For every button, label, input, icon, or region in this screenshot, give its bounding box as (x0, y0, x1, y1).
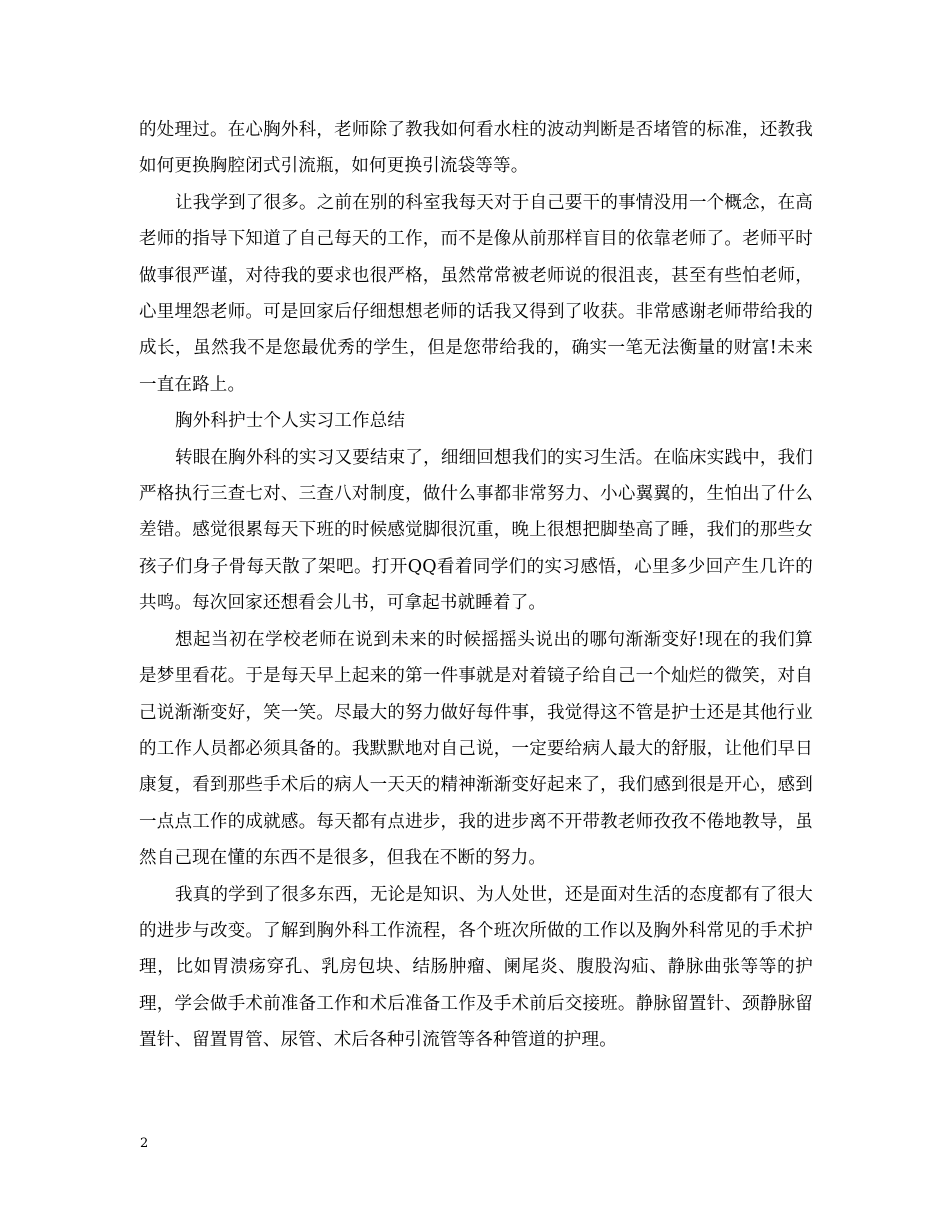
paragraph-knowledge: 我真的学到了很多东西，无论是知识、为人处世，还是面对生活的态度都有了很大的进步与改变。了解到胸外科工作流程，各个班次所做的工作以及胸外科常见的手术护理，比如胃溃疡穿孔、乳房包块、结肠肿瘤、阑尾炎、腹股沟疝、静脉曲张等等的护理，学会做手术前准备工作和术后准备工作及手术前后交接班。静脉留置针、颈静脉留置针、留置胃管、尿管、术后各种引流管等各种管道的护理。 (139, 884, 813, 1051)
paragraph-continuation: 的处理过。在心胸外科，老师除了教我如何看水柱的波动判断是否堵管的标准，还教我如何更换胸腔闭式引流瓶，如何更换引流袋等等。 (139, 120, 813, 177)
paragraph-learning: 让我学到了很多。之前在别的科室我每天对于自己要干的事情没用一个概念，在高老师的指导下知道了自己每天的工作，而不是像从前那样盲目的依靠老师了。老师平时做事很严谨，对待我的要求也很严格，虽然常常被老师说的很沮丧，甚至有些怕老师，心里埋怨老师。可是回家后仔细想想老师的话我又得到了收获。非常感谢老师带给我的成长，虽然我不是您最优秀的学生，但是您带给我的，确实一笔无法衡量的财富!未来一直在路上。 (139, 192, 813, 395)
paragraph-encouragement: 想起当初在学校老师在说到未来的时候摇摇头说出的哪句渐渐变好!现在的我们算是梦里看花。于是每天早上起来的第一件事就是对着镜子给自己一个灿烂的微笑，对自己说渐渐变好，笑一笑。尽最大的努力做好每件事，我觉得这不管是护士还是其他行业的工作人员都必须具备的。我默默地对自己说，一定要给病人最大的舒服，让他们早日康复，看到那些手术后的病人一天天的精神渐渐变好起来了，我们感到很是开心，感到一点点工作的成就感。每天都有点进步，我的进步离不开带教老师孜孜不倦地教导，虽然自己现在懂的东西不是很多，但我在不断的努力。 (139, 629, 813, 869)
section-heading: 胸外科护士个人实习工作总结 (175, 411, 406, 432)
page-number: 2 (140, 1136, 149, 1151)
document-body (139, 112, 813, 1059)
paragraph-internship-life: 转眼在胸外科的实习又要结束了，细细回想我们的实习生活。在临床实践中，我们严格执行三查七对、三查八对制度，做什么事都非常努力、小心翼翼的，生怕出了什么差错。感觉很累每天下班的时候感觉脚很沉重，晚上很想把脚垫高了睡，我们的那些女孩子们身子骨每天散了架吧。打开QQ看着同学们的实习感悟，心里多少回产生几许的共鸣。每次回家还想看会儿书，可拿起书就睡着了。 (139, 447, 813, 614)
